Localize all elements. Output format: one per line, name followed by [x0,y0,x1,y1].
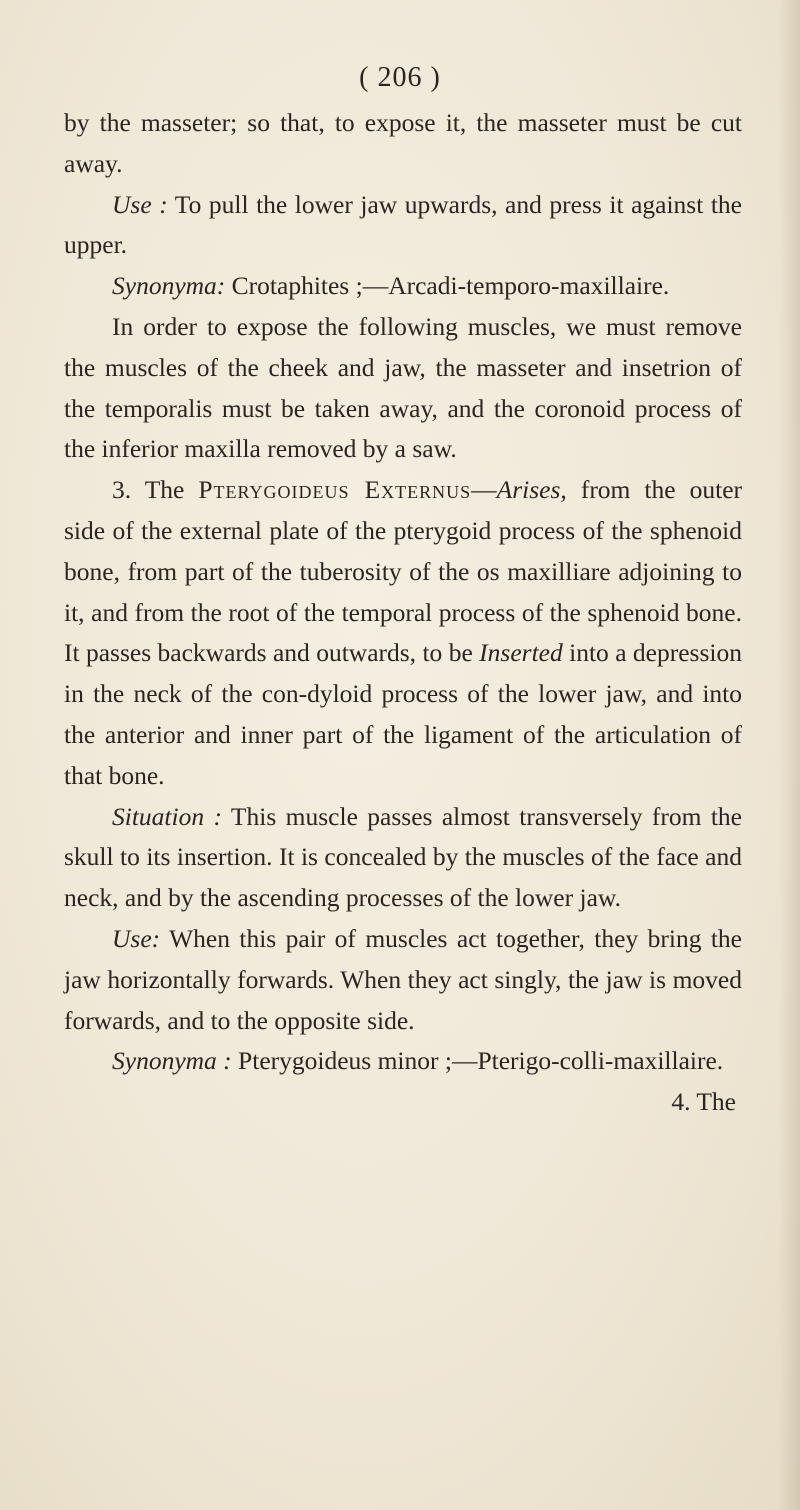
section-number: 3. The [112,475,199,505]
paragraph-text-2: into a depression in the neck of the con-dyloid process of the lower jaw, and into the anterior and inner part of the ligament of the articulation of that bone. [64,638,742,790]
paragraph-synonyma [64,266,742,307]
paragraph-continuation [64,103,742,185]
paragraph-text: This muscle passes almost transversely from the skull to its insertion. It is concealed by the muscles of the face and neck, and by the ascending processes of the lower jaw. [64,801,742,913]
arises-label: Arises, [496,475,567,505]
paragraph-text: from the outer side of the external plate of the pterygoid process of the sphenoid bone, from part of the tuberosity of the os maxilliare adjoining to it, and from the root of the temporal process of the sphenoid bone. It passes backwards and outwards, to be [64,475,742,668]
situation-label: Situation : [112,801,222,831]
use-label: Use : [112,189,168,219]
body-text [64,103,742,1123]
muscle-heading: Pterygoideus Externus [198,475,472,505]
paragraph-text: To pull the lower jaw upwards, and press it against the upper. [64,189,742,260]
paragraph-text: Crotaphites ;—Arcadi-temporo-maxillaire. [225,271,670,301]
heading-dash: — [471,475,497,505]
paragraph-text: Pterygoideus minor ;—Pterigo-colli-maxillaire. [231,1046,724,1076]
paragraph-use-2 [64,919,742,1041]
paragraph-use [64,185,742,267]
use-label: Use: [112,923,161,953]
catchword: 4. The [671,1087,736,1117]
synonyma-label: Synonyma: [112,271,226,301]
paragraph-text: In order to expose the following muscles, we must remove the muscles of the cheek and jaw, the masseter and insetrion of the temporalis must be taken away, and the coronoid process of the inferior maxilla removed by a saw. [64,311,742,464]
paragraph-text: When this pair of muscles act together, they bring the jaw horizontally forwards. When they act singly, the jaw is moved forwards, and to the opposite side. [64,923,742,1035]
paragraph-synonyma-2 [64,1041,742,1082]
paragraph-instructions [64,307,742,470]
paragraph-text: by the masseter; so that, to expose it, the masseter must be cut away. [64,108,742,178]
page-edge-shadow [778,0,800,1510]
page-number: ( 206 ) [359,62,441,93]
paragraph-situation [64,797,742,919]
paragraph-pterygoideus-externus [64,470,742,796]
synonyma-label: Synonyma : [112,1046,232,1076]
inserted-label: Inserted [479,638,563,668]
